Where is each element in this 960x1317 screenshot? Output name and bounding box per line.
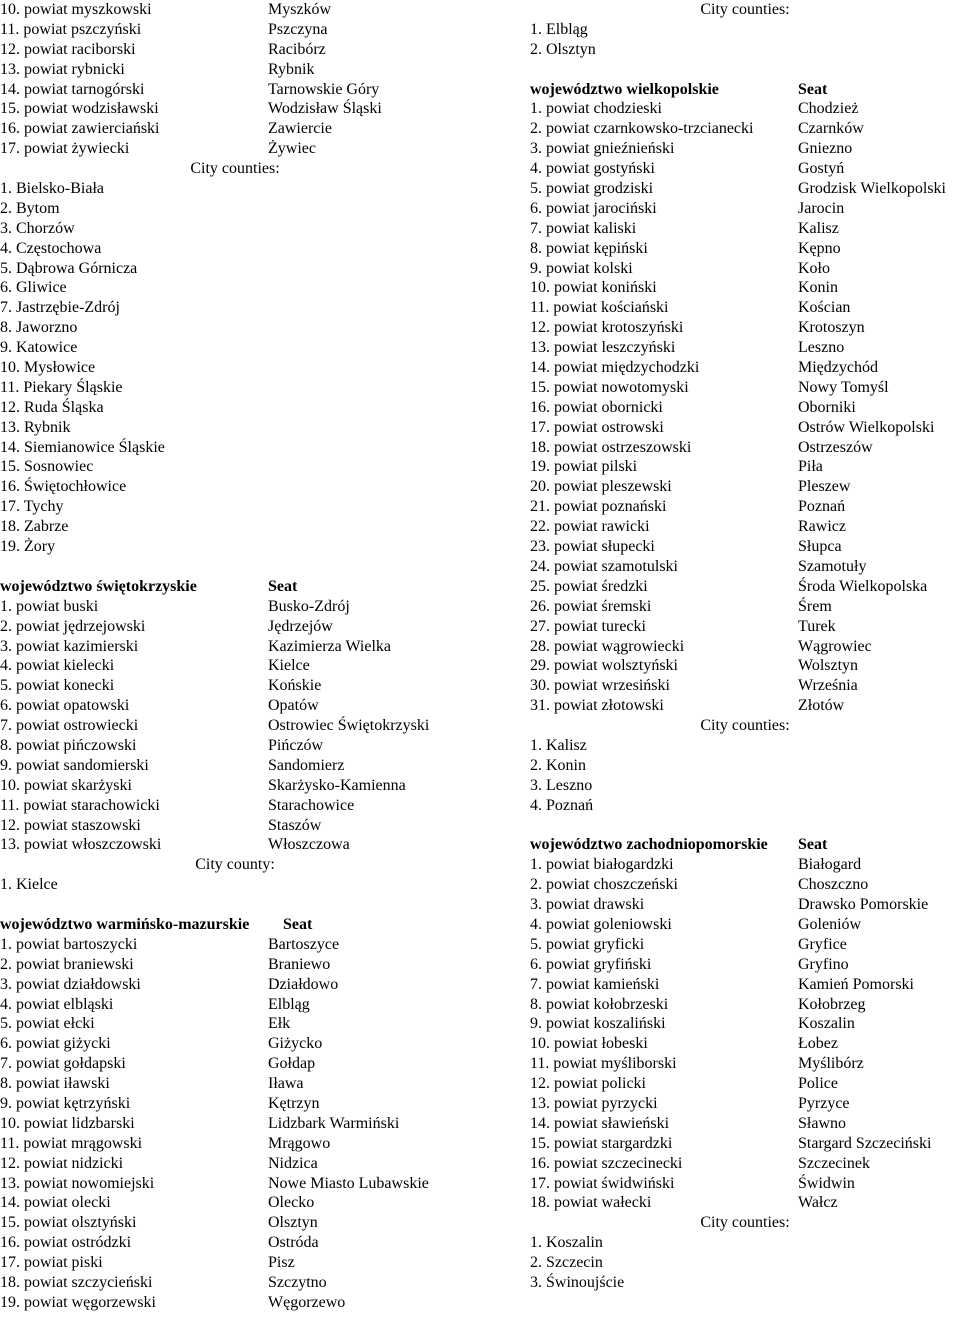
table-row: 17. powiat żywiecki Żywiec xyxy=(0,140,316,158)
list-item: 13. Rybnik xyxy=(0,418,71,436)
table-row: 2. powiat czarnkowsko-trzcianecki Czarnków xyxy=(530,120,864,138)
table-row: 1. powiat chodzieski Chodzież xyxy=(530,100,859,118)
table-row: 15. powiat stargardzki Stargard Szczeciński xyxy=(530,1134,932,1152)
table-row: 5. powiat grodziski Grodzisk Wielkopolski xyxy=(530,180,946,198)
spacer xyxy=(530,60,960,80)
table-row: 13. powiat pyrzycki Pyrzyce xyxy=(530,1094,850,1112)
wielkopolskie-powiat-list xyxy=(530,99,960,716)
table-row: 13. powiat rybnicki Rybnik xyxy=(0,60,315,78)
table-row: 9. powiat kętrzyński Kętrzyn xyxy=(0,1094,320,1112)
table-row: 22. powiat rawicki Rawicz xyxy=(530,518,846,536)
list-item: 2. Bytom xyxy=(0,199,60,217)
table-row: 10. powiat łobeski Łobez xyxy=(530,1035,838,1053)
table-row: 19. powiat pilski Piła xyxy=(530,458,823,476)
table-row: 3. powiat kazimierski Kazimierza Wielka xyxy=(0,637,391,655)
list-item: 17. Tychy xyxy=(0,498,64,516)
table-row: 8. powiat iławski Iława xyxy=(0,1075,304,1093)
table-row: 7. powiat ostrowiecki Ostrowiec Świętokrzyski xyxy=(0,717,430,735)
table-row: 14. powiat tarnogórski Tarnowskie Góry xyxy=(0,80,380,98)
table-row: 4. powiat gostyński Gostyń xyxy=(530,160,845,178)
table-row: 8. powiat kołobrzeski Kołobrzeg xyxy=(530,995,866,1013)
list-item: 3. Chorzów xyxy=(0,219,75,237)
list-item: 8. Jaworzno xyxy=(0,319,78,337)
table-row: 5. powiat ełcki Ełk xyxy=(0,1015,291,1033)
table-row: 15. powiat wodzisławski Wodzisław Śląski xyxy=(0,100,382,118)
table-row: 11. powiat pszczyński Pszczyna xyxy=(0,20,328,38)
table-row: 8. powiat kępiński Kępno xyxy=(530,239,841,257)
table-row: 12. powiat raciborski Racibórz xyxy=(0,40,326,58)
table-row: 6. powiat gryfiński Gryfino xyxy=(530,955,849,973)
left-column xyxy=(0,0,470,1313)
table-row: 24. powiat szamotulski Szamotuły xyxy=(530,557,867,575)
city-counties-label: City counties: xyxy=(700,717,790,735)
list-item: 5. Dąbrowa Górnicza xyxy=(0,259,138,277)
table-row: 4. powiat kielecki Kielce xyxy=(0,657,310,675)
table-row: 18. powiat szczycieński Szczytno xyxy=(0,1274,327,1291)
spacer xyxy=(0,557,470,577)
silesia-powiat-list xyxy=(0,0,470,159)
silesia-city-list xyxy=(0,179,470,557)
table-row: 4. powiat elbląski Elbląg xyxy=(0,995,310,1013)
list-item: 2. Olsztyn xyxy=(530,40,596,58)
table-row: 2. powiat jędrzejowski Jędrzejów xyxy=(0,617,333,635)
city-counties-label: City counties: xyxy=(700,1,790,18)
table-row: 1. powiat bartoszycki Bartoszyce xyxy=(0,935,340,953)
list-item: 14. Siemianowice Śląskie xyxy=(0,438,165,456)
spacer xyxy=(0,895,470,915)
section-header-warminsko-mazurskie: województwo warmińsko-mazurskie Seat xyxy=(0,915,313,933)
city-counties-label: City counties: xyxy=(190,160,280,178)
table-row: 11. powiat myśliborski Myślibórz xyxy=(530,1055,864,1073)
table-row: 30. powiat wrzesiński Września xyxy=(530,677,858,695)
table-row: 18. powiat ostrzeszowski Ostrzeszów xyxy=(530,438,873,456)
right-column xyxy=(530,0,960,1293)
table-row: 8. powiat pińczowski Pińczów xyxy=(0,736,324,754)
list-item: 1. Kielce xyxy=(0,876,58,894)
table-row: 1. powiat białogardzki Białogard xyxy=(530,856,862,874)
list-item: 18. Zabrze xyxy=(0,518,69,536)
list-item: 7. Jastrzębie-Zdrój xyxy=(0,299,120,317)
table-row: 12. powiat krotoszyński Krotoszyn xyxy=(530,319,865,337)
table-row: 11. powiat kościański Kościan xyxy=(530,299,851,317)
table-row: 16. powiat zawierciański Zawiercie xyxy=(0,120,332,138)
table-row: 2. powiat braniewski Braniewo xyxy=(0,955,331,973)
list-item: 2. Konin xyxy=(530,756,586,774)
table-row: 17. powiat piski Pisz xyxy=(0,1254,295,1272)
table-row: 31. powiat złotowski Złotów xyxy=(530,697,845,715)
list-item: 3. Świnoujście xyxy=(530,1274,625,1291)
zachodniopomorskie-powiat-list xyxy=(530,855,960,1213)
table-row: 17. powiat świdwiński Świdwin xyxy=(530,1174,855,1192)
warminsko-powiat-list xyxy=(0,935,470,1313)
table-row: 21. powiat poznański Poznań xyxy=(530,498,846,516)
table-row: 19. powiat węgorzewski Węgorzewo xyxy=(0,1293,346,1311)
table-row: 28. powiat wągrowiecki Wągrowiec xyxy=(530,637,872,655)
city-counties-label: City counties: xyxy=(700,1214,790,1232)
table-row: 7. powiat gołdapski Gołdap xyxy=(0,1055,316,1073)
spacer xyxy=(530,816,960,836)
table-row: 6. powiat jarociński Jarocin xyxy=(530,199,845,217)
city-county-label: City county: xyxy=(195,856,275,874)
table-row: 7. powiat kamieński Kamień Pomorski xyxy=(530,975,914,993)
table-row: 9. powiat koszaliński Koszalin xyxy=(530,1015,855,1033)
table-row: 17. powiat ostrowski Ostrów Wielkopolski xyxy=(530,418,935,436)
table-row: 15. powiat nowotomyski Nowy Tomyśl xyxy=(530,378,889,396)
table-row: 25. powiat średzki Środa Wielkopolska xyxy=(530,577,928,595)
section-header-swietokrzyskie: województwo świętokrzyskie Seat xyxy=(0,577,298,595)
section-header-zachodniopomorskie: województwo zachodniopomorskie Seat xyxy=(530,836,828,854)
table-row: 10. powiat skarżyski Skarżysko-Kamienna xyxy=(0,776,406,794)
table-row: 14. powiat olecki Olecko xyxy=(0,1194,315,1212)
table-row: 10. powiat koniński Konin xyxy=(530,279,838,297)
table-row: 16. powiat ostródzki Ostróda xyxy=(0,1234,319,1252)
table-row: 3. powiat gnieźnieński Gniezno xyxy=(530,140,853,158)
table-row: 13. powiat włoszczowski Włoszczowa xyxy=(0,836,350,854)
table-row: 14. powiat sławieński Sławno xyxy=(530,1114,846,1132)
list-item: 4. Poznań xyxy=(530,796,594,814)
table-row: 3. powiat działdowski Działdowo xyxy=(0,975,339,993)
table-row: 9. powiat sandomierski Sandomierz xyxy=(0,756,345,774)
list-item: 15. Sosnowiec xyxy=(0,458,94,476)
list-item: 6. Gliwice xyxy=(0,279,67,297)
table-row: 15. powiat olsztyński Olsztyn xyxy=(0,1214,318,1232)
table-row: 5. powiat gryficki Gryfice xyxy=(530,935,847,953)
swietokrzyskie-powiat-list xyxy=(0,597,470,856)
table-row: 16. powiat szczecinecki Szczecinek xyxy=(530,1154,870,1172)
table-row: 11. powiat mrągowski Mrągowo xyxy=(0,1134,331,1152)
table-row: 13. powiat nowomiejski Nowe Miasto Lubawskie xyxy=(0,1174,429,1192)
table-row: 2. powiat choszczeński Choszczno xyxy=(530,876,869,894)
section-header-wielkopolskie: województwo wielkopolskie Seat xyxy=(530,80,828,98)
table-row: 12. powiat staszowski Staszów xyxy=(0,816,322,834)
table-row: 26. powiat śremski Śrem xyxy=(530,597,832,615)
table-row: 12. powiat nidzicki Nidzica xyxy=(0,1154,318,1172)
table-row: 6. powiat opatowski Opatów xyxy=(0,697,319,715)
table-row: 3. powiat drawski Drawsko Pomorskie xyxy=(530,896,929,914)
table-row: 10. powiat myszkowski Myszków xyxy=(0,1,332,18)
table-row: 1. powiat buski Busko-Zdrój xyxy=(0,597,350,615)
list-item: 3. Leszno xyxy=(530,776,593,794)
list-item: 9. Katowice xyxy=(0,339,78,357)
list-item: 10. Mysłowice xyxy=(0,359,96,377)
list-item: 1. Bielsko-Biała xyxy=(0,180,104,198)
table-row: 7. powiat kaliski Kalisz xyxy=(530,219,839,237)
table-row: 6. powiat giżycki Giżycko xyxy=(0,1035,323,1053)
table-row: 11. powiat starachowicki Starachowice xyxy=(0,796,355,814)
list-item: 11. Piekary Śląskie xyxy=(0,378,123,396)
table-row: 23. powiat słupecki Słupca xyxy=(530,538,842,556)
table-row: 20. powiat pleszewski Pleszew xyxy=(530,478,851,496)
table-row: 27. powiat turecki Turek xyxy=(530,617,836,635)
table-row: 10. powiat lidzbarski Lidzbark Warmiński xyxy=(0,1114,400,1132)
list-item: 16. Świętochłowice xyxy=(0,478,127,496)
list-item: 1. Kalisz xyxy=(530,736,587,754)
table-row: 9. powiat kolski Koło xyxy=(530,259,830,277)
table-row: 29. powiat wolsztyński Wolsztyn xyxy=(530,657,859,675)
table-row: 18. powiat wałecki Wałcz xyxy=(530,1194,838,1212)
table-row: 13. powiat leszczyński Leszno xyxy=(530,339,845,357)
list-item: 19. Żory xyxy=(0,538,56,556)
list-item: 12. Ruda Śląska xyxy=(0,398,104,416)
list-item: 4. Częstochowa xyxy=(0,239,102,257)
table-row: 14. powiat międzychodzki Międzychód xyxy=(530,359,878,377)
table-row: 5. powiat konecki Końskie xyxy=(0,677,322,695)
list-item: 1. Koszalin xyxy=(530,1234,603,1252)
list-item: 1. Elbląg xyxy=(530,20,588,38)
table-row: 16. powiat obornicki Oborniki xyxy=(530,398,856,416)
table-row: 4. powiat goleniowski Goleniów xyxy=(530,915,862,933)
list-item: 2. Szczecin xyxy=(530,1254,603,1272)
table-row: 12. powiat policki Police xyxy=(530,1075,838,1093)
